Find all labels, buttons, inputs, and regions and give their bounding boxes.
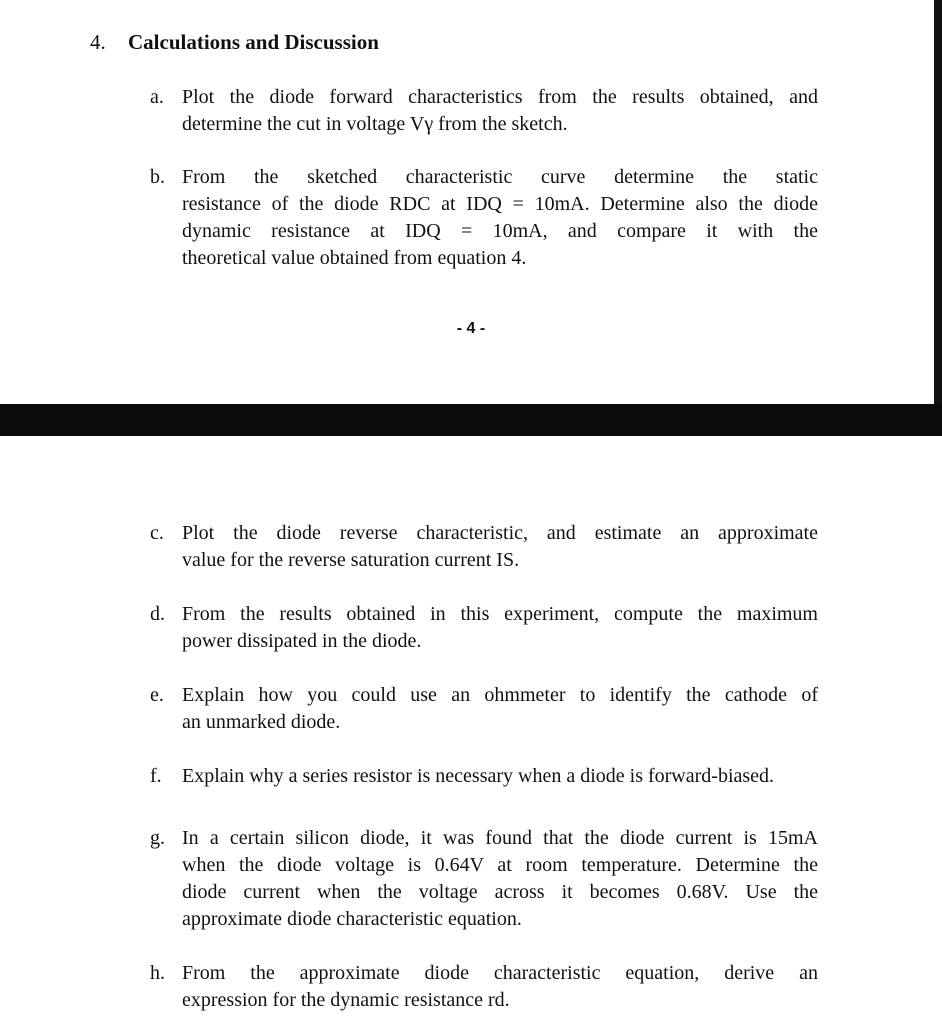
question-label: e. <box>150 684 164 706</box>
text-line: an unmarked diode. <box>182 711 341 733</box>
text-line: approximate diode characteristic equation. <box>182 908 522 930</box>
question-text <box>182 520 818 574</box>
question-label: b. <box>150 166 165 188</box>
question-text <box>182 825 818 933</box>
question-text <box>182 84 818 138</box>
text-line: expression for the dynamic resistance rd. <box>182 989 510 1011</box>
question-h <box>150 960 818 1014</box>
question-text <box>182 763 890 790</box>
question-text <box>182 164 818 272</box>
text-line: From the approximate diode characteristic equation, derive an <box>182 962 818 984</box>
text-line: Explain why a series resistor is necessary when a diode is forward-biased. <box>182 765 775 787</box>
text-line: resistance of the diode RDC at IDQ = 10mA. Determine also the diode <box>182 193 818 215</box>
question-text <box>182 682 818 736</box>
question-label: h. <box>150 962 165 984</box>
text-line: From the sketched characteristic curve determine the static <box>182 166 818 188</box>
question-label: a. <box>150 86 164 108</box>
text-line: power dissipated in the diode. <box>182 630 422 652</box>
text-line: when the diode voltage is 0.64V at room temperature. Determine the <box>182 854 818 876</box>
question-g <box>150 825 818 933</box>
question-text <box>182 960 818 1014</box>
page-break-band <box>0 404 942 436</box>
question-c <box>150 520 818 574</box>
question-label: f. <box>150 765 162 787</box>
text-line: determine the cut in voltage Vγ from the sketch. <box>182 113 568 135</box>
question-text <box>182 601 818 655</box>
question-label: c. <box>150 522 164 544</box>
question-label: d. <box>150 603 165 625</box>
text-line: From the results obtained in this experiment, compute the maximum <box>182 603 818 625</box>
text-line: theoretical value obtained from equation 4. <box>182 247 527 269</box>
text-line: value for the reverse saturation current IS. <box>182 549 520 571</box>
section-title: Calculations and Discussion <box>128 30 379 54</box>
section-number: 4. <box>90 30 106 54</box>
question-label: g. <box>150 827 165 849</box>
question-f <box>150 763 890 790</box>
text-line: diode current when the voltage across it becomes 0.68V. Use the <box>182 881 818 903</box>
page-number: - 4 - <box>456 320 486 337</box>
section-heading <box>90 28 379 56</box>
question-e <box>150 682 818 736</box>
page-right-edge <box>934 0 942 404</box>
text-line: Plot the diode forward characteristics from the results obtained, and <box>182 86 818 108</box>
text-line: dynamic resistance at IDQ = 10mA, and compare it with the <box>182 220 818 242</box>
text-line: In a certain silicon diode, it was found that the diode current is 15mA <box>182 827 818 849</box>
text-line: Plot the diode reverse characteristic, and estimate an approximate <box>182 522 818 544</box>
question-b <box>150 164 818 272</box>
question-a <box>150 84 818 138</box>
text-line: Explain how you could use an ohmmeter to identify the cathode of <box>182 684 818 706</box>
question-d <box>150 601 818 655</box>
